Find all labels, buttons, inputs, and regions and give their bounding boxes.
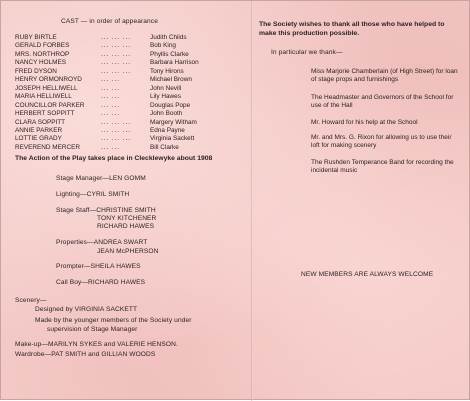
- cast-actor: Lily Hawes: [150, 93, 181, 101]
- cast-row: [15, 110, 245, 118]
- cast-row: [15, 76, 245, 84]
- cast-row: [15, 42, 245, 50]
- new-members-welcome: NEW MEMBERS ARE ALWAYS WELCOME: [301, 271, 434, 278]
- cast-heading: CAST — in order of appearance: [61, 18, 158, 25]
- cast-role: HENRY ORMONROYD: [15, 76, 82, 84]
- cast-dots: ... ... ...: [101, 59, 131, 67]
- cast-role: RUBY BIRTLE: [15, 34, 57, 41]
- cast-dots: ... ... ...: [101, 118, 131, 126]
- cast-dots: ... ... ...: [101, 135, 131, 143]
- cast-actor: Tony Hirons: [150, 67, 184, 75]
- cast-row: [15, 93, 245, 101]
- cast-dots: ... ... ...: [101, 126, 131, 134]
- make-up: Make-up—MARILYN SYKES and VALERIE HENSON.: [15, 341, 178, 348]
- cast-actor: Michael Brown: [150, 76, 192, 84]
- cast-actor: Phyllis Clarke: [150, 50, 189, 58]
- cast-role: MARIA HELLIWELL: [15, 93, 72, 101]
- scenery-designed: Designed by VIRGINIA SACKETT: [35, 306, 138, 313]
- cast-row: [15, 85, 245, 93]
- cast-actor: Douglas Pope: [150, 101, 191, 109]
- cast-role: JOSEPH HELLIWELL: [15, 84, 78, 92]
- cast-dots: ... ... ...: [101, 34, 131, 41]
- cast-actor: Barbara Harrison: [150, 59, 199, 67]
- cast-row: [15, 51, 245, 59]
- cast-row: [15, 119, 245, 127]
- cast-row: [15, 68, 245, 76]
- cast-role: LOTTIE GRADY: [15, 135, 62, 143]
- cast-role: REVEREND MERCER: [15, 143, 80, 151]
- thanks-item-3: Mr. Howard for his help at the School: [311, 119, 418, 126]
- cast-role: FRED DYSON: [15, 67, 57, 75]
- scenery-heading: Scenery—: [15, 297, 47, 304]
- cast-row: [15, 59, 245, 67]
- thanks-line-2: make this production possible.: [259, 30, 360, 37]
- cast-actor: Judith Childs: [150, 34, 187, 41]
- thanks-item-1: Miss Marjorie Chamberlain (of High Street) for loan of stage props and furnishings: [311, 68, 458, 84]
- prompter: Prompter—SHEILA HAWES: [56, 263, 141, 270]
- particular-thanks: In particular we thank—: [271, 49, 343, 56]
- cast-dots: ... ...: [101, 76, 121, 84]
- cast-actor: John Nevill: [150, 84, 182, 92]
- cast-row: [15, 135, 245, 143]
- cast-dots: ... ...: [101, 110, 121, 118]
- cast-role: COUNCILLOR PARKER: [15, 101, 85, 109]
- cast-actor: Virginia Sackett: [150, 135, 195, 143]
- wardrobe: Wardrobe—PAT SMITH and GILLIAN WOODS: [15, 351, 156, 358]
- cast-dots: ... ... ...: [101, 42, 131, 50]
- stage-staff-3: RICHARD HAWES: [97, 223, 155, 230]
- properties: Properties—ANDREA SWART: [56, 239, 148, 246]
- cast-role: CLARA SOPPITT: [15, 118, 66, 126]
- page-fold: [251, 1, 253, 401]
- play-setting: The Action of the Play takes place in Clecklewyke about 1908: [15, 155, 213, 162]
- cast-dots: ... ...: [101, 84, 121, 92]
- cast-actor: Bill Clarke: [150, 143, 179, 151]
- thanks-item-2: The Headmaster and Governors of the School for use of the Hall: [311, 94, 454, 110]
- stage-manager: Stage Manager—LEN GOMM: [56, 175, 146, 182]
- lighting: Lighting—CYRIL SMITH: [56, 191, 130, 198]
- cast-role: HERBERT SOPPITT: [15, 110, 75, 118]
- scenery-supervision: supervision of Stage Manager: [47, 326, 138, 333]
- cast-actor: Bob King: [150, 42, 176, 50]
- cast-row: [15, 34, 245, 42]
- stage-staff-2: TONY KITCHENER: [97, 215, 157, 222]
- cast-row: [15, 127, 245, 135]
- cast-role: MRS. NORTHROP: [15, 50, 70, 58]
- thanks-item-4: Mr. and Mrs. G. Rixon for allowing us to use their loft for making scenery: [311, 134, 452, 150]
- scenery-made: Made by the younger members of the Society under: [35, 317, 192, 324]
- cast-actor: Margery Witham: [150, 118, 197, 126]
- cast-row: [15, 144, 245, 152]
- cast-dots: ... ...: [101, 143, 121, 151]
- cast-role: NANCY HOLMES: [15, 59, 67, 67]
- thanks-line-1: The Society wishes to thank all those who have helped to: [259, 21, 445, 28]
- cast-role: ANNIE PARKER: [15, 126, 63, 134]
- thanks-item-5: The Rushden Temperance Band for recording the incidental music: [311, 159, 454, 175]
- cast-dots: ... ...: [101, 101, 121, 109]
- cast-dots: ... ... ...: [101, 50, 131, 58]
- cast-role: GERALD FORBES: [15, 42, 70, 50]
- cast-actor: John Booth: [150, 110, 183, 118]
- cast-dots: ... ... ...: [101, 67, 131, 75]
- cast-actor: Edna Payne: [150, 126, 185, 134]
- properties-2: JEAN McPHERSON: [97, 248, 159, 255]
- call-boy: Call Boy—RICHARD HAWES: [56, 279, 146, 286]
- cast-row: [15, 102, 245, 110]
- cast-dots: ... ...: [101, 93, 121, 101]
- stage-staff: Stage Staff—CHRISTINE SMITH: [56, 207, 156, 214]
